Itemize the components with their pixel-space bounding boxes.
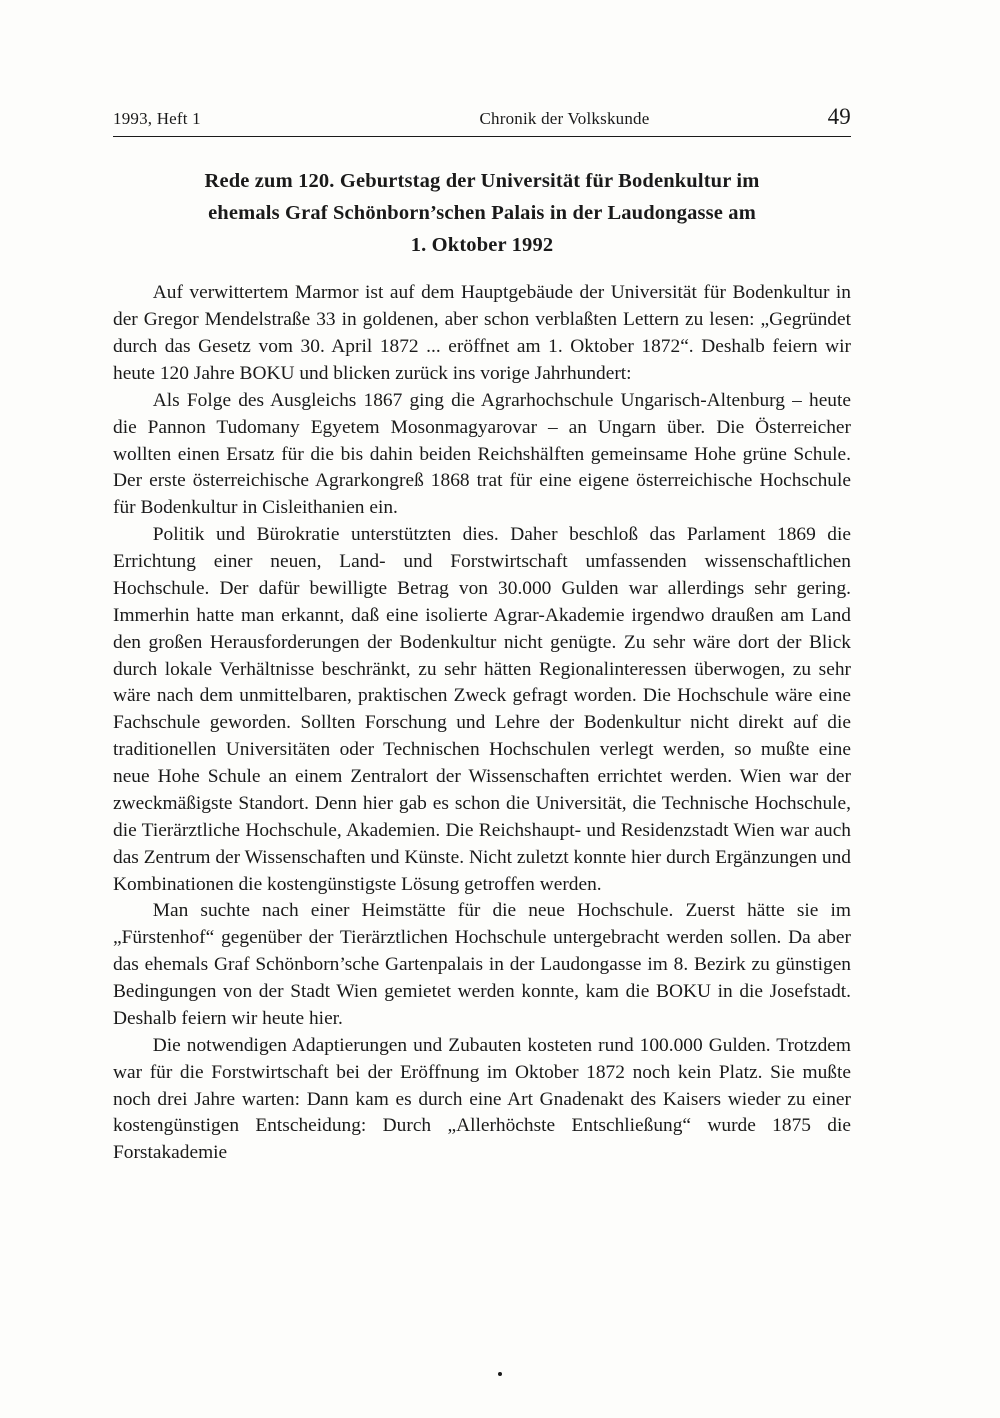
page-content xyxy=(113,104,851,1167)
page-title-line-3: 1. Oktober 1992 xyxy=(410,233,554,256)
journal-title: Chronik der Volkskunde xyxy=(479,109,650,128)
paragraph: Politik und Bürokratie unterstützten dies. Daher beschloß das Parlament 1869 die Errichtung einer neuen, Land- und Forstwirtschaft umfassenden wissenschaftlichen Hochschule. Der dafür bewilligte Betrag von 30.000 Gulden war allerdings sehr gering. Immerhin hatte man erkannt, daß eine isolierte Agrar-Akademie irgendwo draußen am Land den großen Herausforderungen der Bodenkultur nicht genügte. Zu sehr wäre dort der Blick durch lokale Verhältnisse beschränkt, zu sehr hätten Regionalinteressen überwogen, zu sehr wäre nach dem unmittelbaren, praktischen Zweck gefragt worden. Die Hochschule wäre eine Fachschule geworden. Sollten Forschung und Lehre der Bodenkultur nicht direkt auf die traditionellen Universitäten oder Technischen Hochschulen verlegt werden, so mußte eine neue Hohe Schule an einem Zentralort der Wissenschaften errichtet werden. Wien war der zweckmäßigste Standort. Denn hier gab es schon die Universität, die Technische Hochschule, die Tierärztliche Hochschule, Akademien. Die Reichshaupt- und Residenzstadt Wien war auch das Zentrum der Wissenschaften und Künste. Nicht zuletzt konnte hier durch Ergänzungen und Kombinationen die kostengünstigste Lösung getroffen werden. xyxy=(113,524,851,895)
paragraph: Als Folge des Ausgleichs 1867 ging die Agrarhochschule Ungarisch-Altenburg – heute die Pannon Tudomany Egyetem Mosonmagyarovar – an Ungarn über. Die Österreicher wollten einen Ersatz für die bis dahin beiden Reichshälften gemeinsame Hohe grüne Schule. Der erste österreichische Agrarkongreß 1868 trat für eine eigene österreichische Hochschule für Bodenkultur in Cisleithanien ein. xyxy=(113,389,851,519)
paragraph: Die notwendigen Adaptierungen und Zubauten kosteten rund 100.000 Gulden. Trotzdem war für die Forstwirtschaft bei der Eröffnung im Oktober 1872 noch kein Platz. Sie mußte noch drei Jahre warten: Dann kam es durch eine Art Gnadenakt des Kaisers wieder zu einer kostengünstigen Entscheidung: Durch „Allerhöchste Entschließung“ wurde 1875 die Forstakademie xyxy=(113,1034,851,1164)
issue-label: 1993, Heft 1 xyxy=(113,109,201,128)
article-body xyxy=(113,280,851,1167)
page-title xyxy=(113,166,851,261)
page-title-line-2: ehemals Graf Schönborn’schen Palais in der Laudongasse am xyxy=(208,201,756,224)
page-number: 49 xyxy=(827,104,851,129)
running-head xyxy=(113,104,851,137)
paragraph: Man suchte nach einer Heimstätte für die neue Hochschule. Zuerst hätte sie im „Fürstenhof“ gegenüber der Tierärztlichen Hochschule untergebracht werden sollen. Da aber das ehemals Graf Schönborn’sche Gartenpalais in der Laudongasse im 8. Bezirk zu günstigen Bedingungen von der Stadt Wien gemietet werden konnte, kam die BOKU in die Josefstadt. Deshalb feiern wir heute hier. xyxy=(113,900,851,1029)
page-title-line-1: Rede zum 120. Geburtstag der Universität für Bodenkultur im xyxy=(204,170,760,192)
footer-dot-ornament xyxy=(498,1372,502,1376)
paragraph: Auf verwittertem Marmor ist auf dem Hauptgebäude der Universität für Bodenkultur in der Gregor Mendelstraße 33 in goldenen, aber schon verblaßten Lettern zu lesen: „Gegründet durch das Gesetz vom 30. April 1872 ... eröffnet am 1. Oktober 1872“. Deshalb feiern wir heute 120 Jahre BOKU und blicken zurück ins vorige Jahrhundert: xyxy=(113,282,851,384)
